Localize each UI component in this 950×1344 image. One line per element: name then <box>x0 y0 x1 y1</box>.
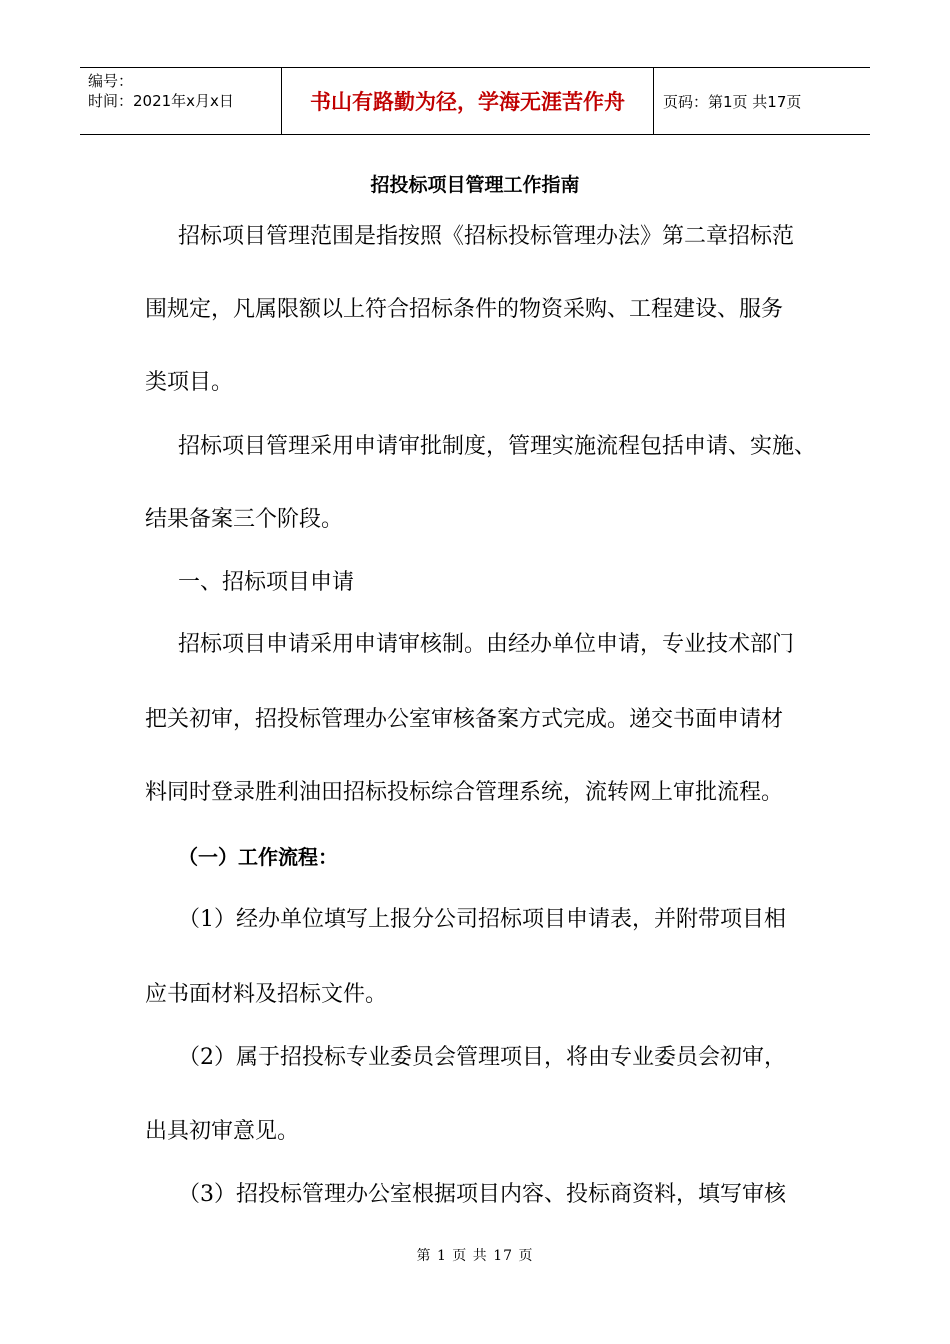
page-header <box>80 67 870 135</box>
subsection-heading: （一）工作流程： <box>178 845 338 869</box>
body-line: 料同时登录胜利油田招标投标综合管理系统，流转网上审批流程。 <box>145 780 784 805</box>
body-line: 应书面材料及招标文件。 <box>145 982 388 1007</box>
header-meta <box>80 68 282 134</box>
page-footer: 第 1 页 共 17 页 <box>416 1248 534 1264</box>
body-line: （1）经办单位填写上报分公司招标项目申请表，并附带项目相 <box>178 907 786 932</box>
body-line: 把关初审，招投标管理办公室审核备案方式完成。递交书面申请材 <box>145 707 784 732</box>
body-line: 招标项目申请采用申请审核制。由经办单位申请，专业技术部门 <box>178 632 795 657</box>
body-line: 招标项目管理采用申请审批制度，管理实施流程包括申请、实施、 <box>178 434 817 459</box>
section-heading: 一、招标项目申请 <box>178 570 355 595</box>
body-line: 招标项目管理范围是指按照《招标投标管理办法》第二章招标范 <box>178 224 795 249</box>
body-line: 类项目。 <box>145 370 234 395</box>
number-label: 编号： <box>88 72 134 90</box>
body-line: 出具初审意见。 <box>145 1119 300 1144</box>
body-line: 围规定，凡属限额以上符合招标条件的物资采购、工程建设、服务 <box>145 297 784 322</box>
body-line: 结果备案三个阶段。 <box>145 507 344 532</box>
time-label: 时间：2021年x月x日 <box>88 92 234 110</box>
body-line: （3）招投标管理办公室根据项目内容、投标商资料，填写审核 <box>178 1182 786 1207</box>
header-page-info: 页码：第1页 共17页 <box>663 92 802 111</box>
body-line: （2）属于招投标专业委员会管理项目，将由专业委员会初审， <box>178 1045 786 1070</box>
header-motto: 书山有路勤为径，学海无涯苦作舟 <box>282 68 654 134</box>
document-title: 招投标项目管理工作指南 <box>370 174 580 196</box>
